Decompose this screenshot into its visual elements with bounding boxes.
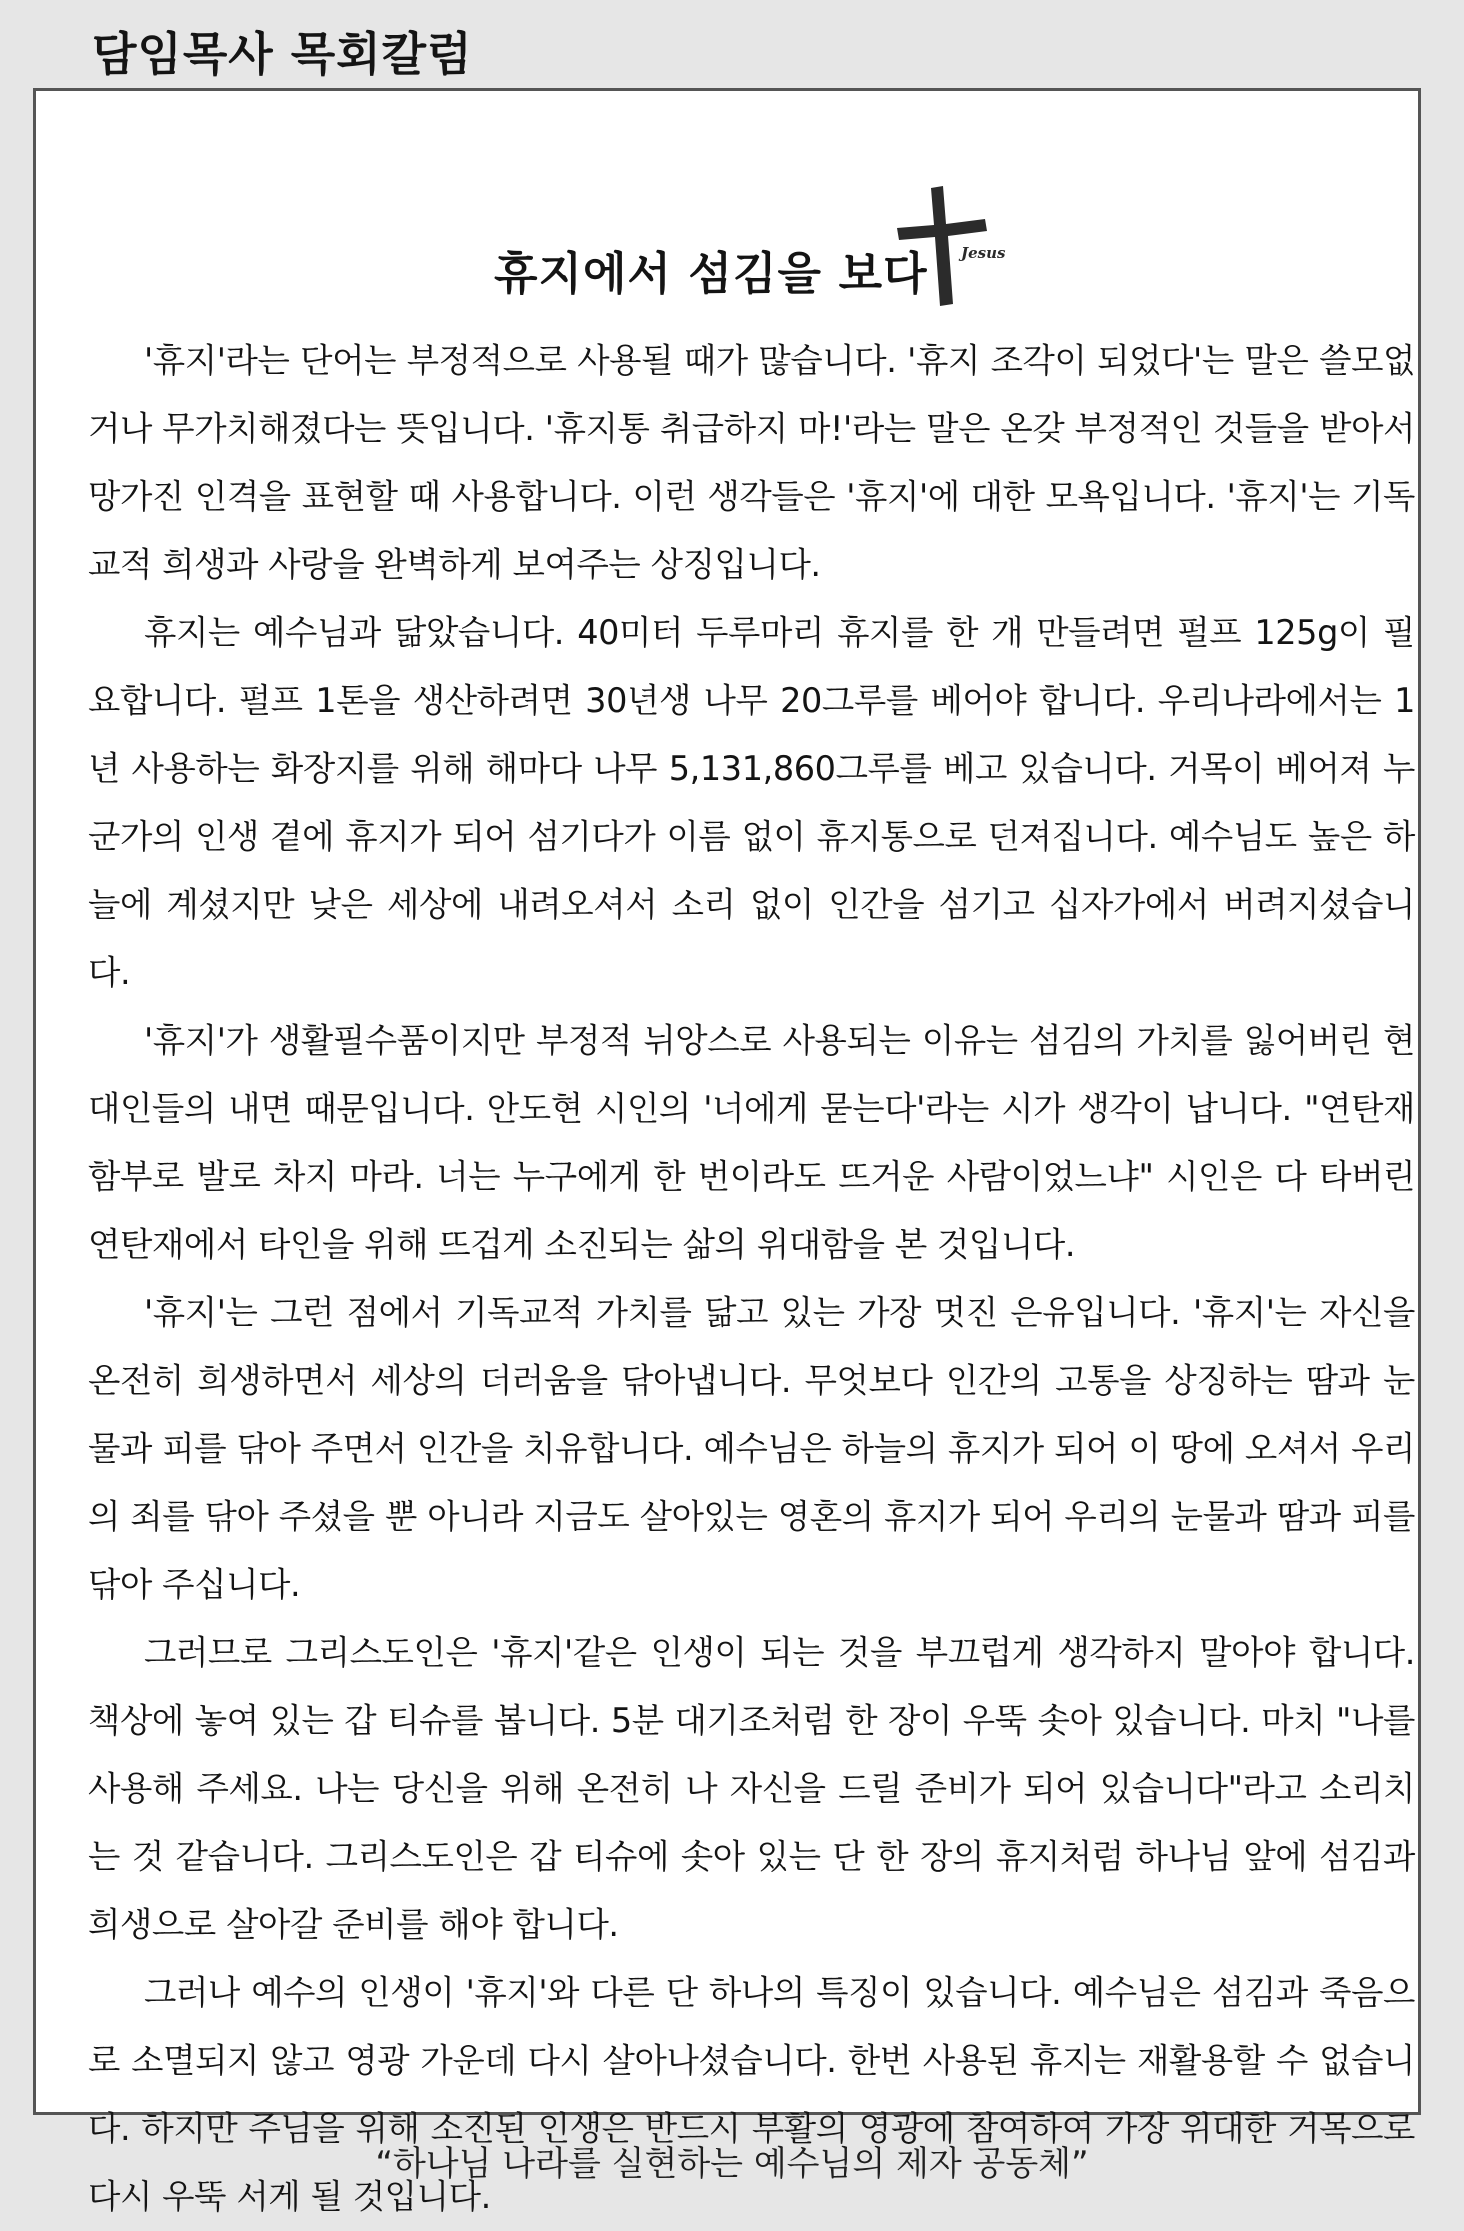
jesus-logo-text: Jesus [961,244,1006,262]
paragraph: '휴지'가 생활필수품이지만 부정적 뉘앙스로 사용되는 이유는 섬김의 가치를 잃어버린 현대인들의 내면 때문입니다. 안도현 시인의 '너에게 묻는다'라는 시가 생각이 납니다. "연탄재 함부로 발로 차지 마라. 너는 누구에게 한 번이라도 뜨거운 사람이었느냐" 시인은 다 타버린 연탄재에서 타인을 위해 뜨겁게 소진되는 삶의 위대함을 본 것입니다. [88,1021,1415,1264]
paragraph: '휴지'라는 단어는 부정적으로 사용될 때가 많습니다. '휴지 조각이 되었다'는 말은 쓸모없거나 무가치해졌다는 뜻입니다. '휴지통 취급하지 마!'라는 말은 온갖 부정적인 것들을 받아서 망가진 인격을 표현할 때 사용합니다. 이런 생각들은 '휴지'에 대한 모욕입니다. '휴지'는 기독교적 희생과 사랑을 완벽하게 보여주는 상징입니다. [88,341,1415,584]
footer-motto: “하나님 나라를 실현하는 예수님의 제자 공동체” [375,2144,1089,2184]
paragraph: 그러나 예수의 인생이 '휴지'와 다른 단 하나의 특징이 있습니다. 예수님은 섬김과 죽음으로 소멸되지 않고 영광 가운데 다시 살아나셨습니다. 한번 사용된 휴지는 재활용할 수 없습니다. 하지만 주님을 위해 소진된 인생은 반드시 부활의 영광에 참여하여 가장 위대한 거목으로 다시 우뚝 서게 될 것입니다. [88,1973,1415,2216]
paragraph: 휴지는 예수님과 닮았습니다. 40미터 두루마리 휴지를 한 개 만들려면 펄프 125g이 필요합니다. 펄프 1톤을 생산하려면 30년생 나무 20그루를 베어야 합니다. 우리나라에서는 1년 사용하는 화장지를 위해 해마다 나무 5,131,860그루를 베고 있습니다. 거목이 베어져 누군가의 인생 곁에 휴지가 되어 섬기다가 이름 없이 휴지통으로 던져집니다. 예수님도 높은 하늘에 계셨지만 낮은 세상에 내려오셔서 소리 없이 인간을 섬기고 십자가에서 버려지셨습니다. [88,613,1415,992]
paragraph: '휴지'는 그런 점에서 기독교적 가치를 닮고 있는 가장 멋진 은유입니다. '휴지'는 자신을 온전히 희생하면서 세상의 더러움을 닦아냅니다. 무엇보다 인간의 고통을 상징하는 땀과 눈물과 피를 닦아 주면서 인간을 치유합니다. 예수님은 하늘의 휴지가 되어 이 땅에 오셔서 우리의 죄를 닦아 주셨을 뿐 아니라 지금도 살아있는 영혼의 휴지가 되어 우리의 눈물과 땀과 피를 닦아 주십니다. [88,1293,1415,1604]
cross-icon [891,186,1011,306]
paragraph: 그러므로 그리스도인은 '휴지'같은 인생이 되는 것을 부끄럽게 생각하지 말아야 합니다. 책상에 놓여 있는 갑 티슈를 봅니다. 5분 대기조처럼 한 장이 우뚝 솟아 있습니다. 마치 "나를 사용해 주세요. 나는 당신을 위해 온전히 나 자신을 드릴 준비가 되어 있습니다"라고 소리치는 것 같습니다. 그리스도인은 갑 티슈에 솟아 있는 단 한 장의 휴지처럼 하나님 앞에 섬김과 희생으로 살아갈 준비를 해야 합니다. [88,1633,1415,1944]
article-body [88,327,1415,2231]
column-title: 담임목사 목회칼럼 [92,27,473,81]
article-headline: 휴지에서 섬김을 보다 [494,247,928,300]
headline-row [36,186,1418,306]
